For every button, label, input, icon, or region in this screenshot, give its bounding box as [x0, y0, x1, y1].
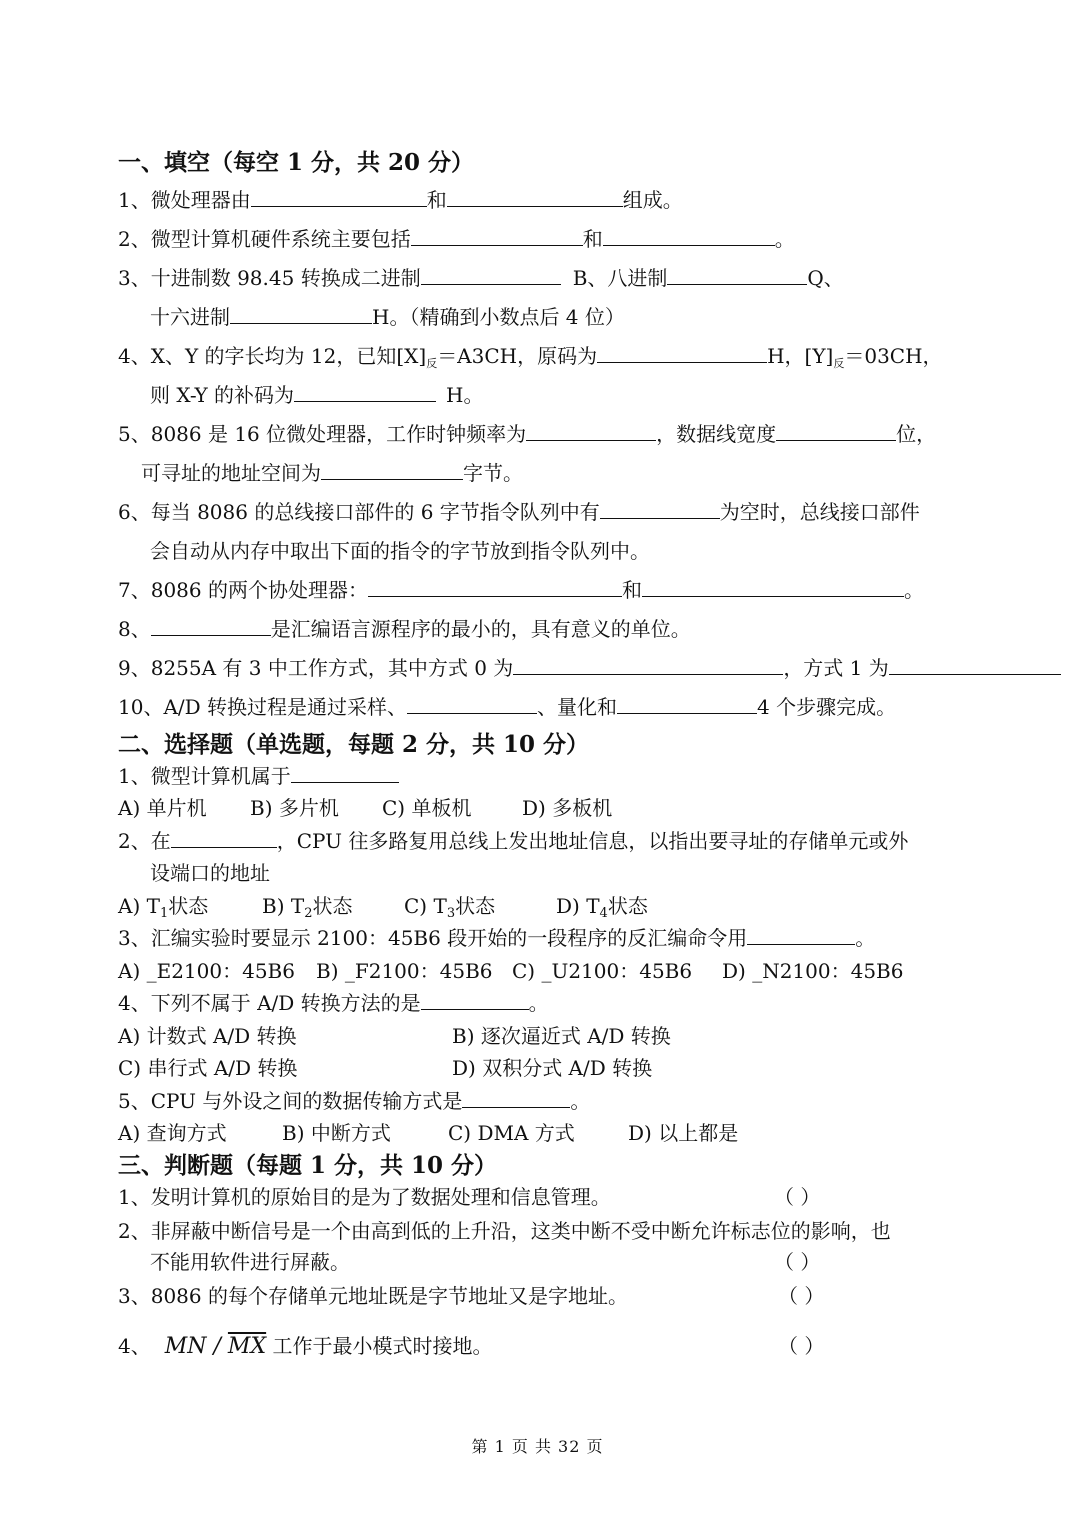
judge-question-4: 4、 MN / $\overline{MX}$ 工作于最小模式时接地。 — [118, 1334, 493, 1359]
fill-question-8: 8、 是汇编语言源程序的最小的，具有意义的单位。 — [118, 617, 691, 641]
answer-blank[interactable] — [617, 695, 757, 714]
choice-question-2-cont: 设端口的地址 — [150, 861, 270, 885]
answer-blank[interactable] — [597, 344, 767, 363]
option-d[interactable]: D) 多板机 — [522, 796, 613, 820]
fill-question-4-cont: 则 X-Y 的补码为 H。 — [150, 383, 484, 407]
choice-question-2: 2、在 ，CPU 往多路复用总线上发出地址信息，以指出要寻址的存储单元或外 — [118, 829, 909, 853]
fill-question-9: 9、8255A 有 3 中工作方式，其中方式 0 为 ，方式 1 为 — [118, 656, 1061, 680]
option-b[interactable]: B) $T_2$状态 — [262, 894, 353, 921]
answer-blank[interactable] — [294, 383, 436, 402]
answer-blank[interactable] — [447, 188, 623, 207]
answer-blank[interactable] — [407, 695, 537, 714]
option-a[interactable]: A) _E2100：45B6 — [118, 959, 295, 983]
fill-question-1: 1、微处理器由 和 组成。 — [118, 188, 683, 212]
section2-heading: 二、选择题（单选题，每题 2 分，共 10 分） — [118, 731, 590, 758]
option-b[interactable]: B) 中断方式 — [282, 1121, 391, 1145]
answer-blank[interactable] — [513, 656, 783, 675]
answer-blank[interactable] — [526, 422, 656, 441]
answer-blank[interactable] — [600, 500, 720, 519]
fill-question-10: 10、A/D 转换过程是通过采样、 、量化和 4 个步骤完成。 — [118, 695, 897, 719]
option-a[interactable]: A) 单片机 — [118, 796, 207, 820]
option-c[interactable]: C) 串行式 A/D 转换 — [118, 1056, 298, 1080]
answer-blank[interactable] — [368, 578, 622, 597]
answer-blank[interactable] — [747, 926, 855, 945]
fill-question-5-cont: 可寻址的地址空间为 字节。 — [141, 461, 523, 485]
fill-question-4: 4、X、Y 的字长均为 12，已知$[X]_反=A3CH$，原码为 H，$[Y]_反=03CH$， — [118, 344, 943, 370]
choice-question-5: 5、CPU 与外设之间的数据传输方式是 。 — [118, 1089, 591, 1113]
fill-question-6-cont: 会自动从内存中取出下面的指令的字节放到指令队列中。 — [150, 539, 650, 563]
option-b[interactable]: B) 逐次逼近式 A/D 转换 — [452, 1024, 671, 1048]
answer-blank[interactable] — [642, 578, 904, 597]
judge-question-2-cont: 不能用软件进行屏蔽。 — [150, 1250, 350, 1274]
option-b[interactable]: B) _F2100：45B6 — [316, 959, 493, 983]
fill-question-3-cont: 十六进制 H。（精确到小数点后 4 位） — [150, 305, 625, 329]
option-c[interactable]: C) 单板机 — [382, 796, 472, 820]
option-d[interactable]: D) $T_4$状态 — [556, 894, 648, 921]
fill-question-2: 2、微型计算机硬件系统主要包括 和 。 — [118, 227, 795, 251]
choice-question-3: 3、汇编实验时要显示 2100：45B6 段开始的一段程序的反汇编命令用 。 — [118, 926, 876, 950]
option-a[interactable]: A) 计数式 A/D 转换 — [118, 1024, 297, 1048]
option-d[interactable]: D) 双积分式 A/D 转换 — [452, 1056, 653, 1080]
answer-blank[interactable] — [889, 656, 1061, 675]
choice-question-4: 4、下列不属于 A/D 转换方法的是 。 — [118, 991, 549, 1015]
mx-signal-overline: $\overline{MX}$ — [227, 1334, 267, 1359]
answer-parentheses[interactable]: （ ） — [778, 1334, 825, 1358]
answer-blank[interactable] — [411, 227, 583, 246]
answer-parentheses[interactable]: （ ） — [774, 1185, 821, 1209]
answer-blank[interactable] — [667, 266, 807, 285]
option-c[interactable]: C) DMA 方式 — [448, 1121, 575, 1145]
option-c[interactable]: C) $T_3$状态 — [404, 894, 496, 921]
answer-blank[interactable] — [251, 188, 427, 207]
answer-blank[interactable] — [171, 829, 277, 848]
option-c[interactable]: C) _U2100：45B6 — [512, 959, 693, 983]
option-a[interactable]: A) $T_1$状态 — [118, 894, 209, 921]
judge-question-3: 3、8086 的每个存储单元地址既是字节地址又是字地址。 — [118, 1284, 628, 1308]
answer-blank[interactable] — [603, 227, 775, 246]
fill-question-5: 5、8086 是 16 位微处理器，工作时钟频率为 ，数据线宽度 位， — [118, 422, 937, 446]
judge-question-2: 2、非屏蔽中断信号是一个由高到低的上升沿，这类中断不受中断允许标志位的影响，也 — [118, 1219, 891, 1243]
fill-question-6: 6、每当 8086 的总线接口部件的 6 字节指令队列中有 为空时，总线接口部件 — [118, 500, 920, 524]
option-d[interactable]: D) 以上都是 — [628, 1121, 739, 1145]
option-b[interactable]: B) 多片机 — [250, 796, 339, 820]
choice-question-1: 1、微型计算机属于 — [118, 764, 399, 788]
answer-blank[interactable] — [462, 1089, 570, 1108]
judge-question-1: 1、发明计算机的原始目的是为了数据处理和信息管理。 — [118, 1185, 611, 1209]
answer-blank[interactable] — [321, 461, 463, 480]
fill-question-7: 7、8086 的两个协处理器： 和 。 — [118, 578, 924, 602]
answer-blank[interactable] — [776, 422, 896, 441]
answer-parentheses[interactable]: （ ） — [774, 1250, 821, 1274]
answer-parentheses[interactable]: （ ） — [778, 1284, 825, 1308]
answer-blank[interactable] — [230, 305, 372, 324]
page-footer: 第 1 页 共 32 页 — [471, 1437, 604, 1456]
answer-blank[interactable] — [291, 764, 399, 783]
section3-heading: 三、判断题（每题 1 分，共 10 分） — [118, 1152, 498, 1179]
option-d[interactable]: D) _N2100：45B6 — [722, 959, 904, 983]
option-a[interactable]: A) 查询方式 — [118, 1121, 227, 1145]
answer-blank[interactable] — [421, 266, 561, 285]
mn-signal: MN — [164, 1334, 207, 1359]
section1-heading: 一、填空（每空 1 分，共 20 分） — [118, 149, 475, 176]
answer-blank[interactable] — [421, 991, 529, 1010]
fill-question-3: 3、十进制数 98.45 转换成二进制 B、八进制 Q、 — [118, 266, 844, 290]
answer-blank[interactable] — [151, 617, 271, 636]
